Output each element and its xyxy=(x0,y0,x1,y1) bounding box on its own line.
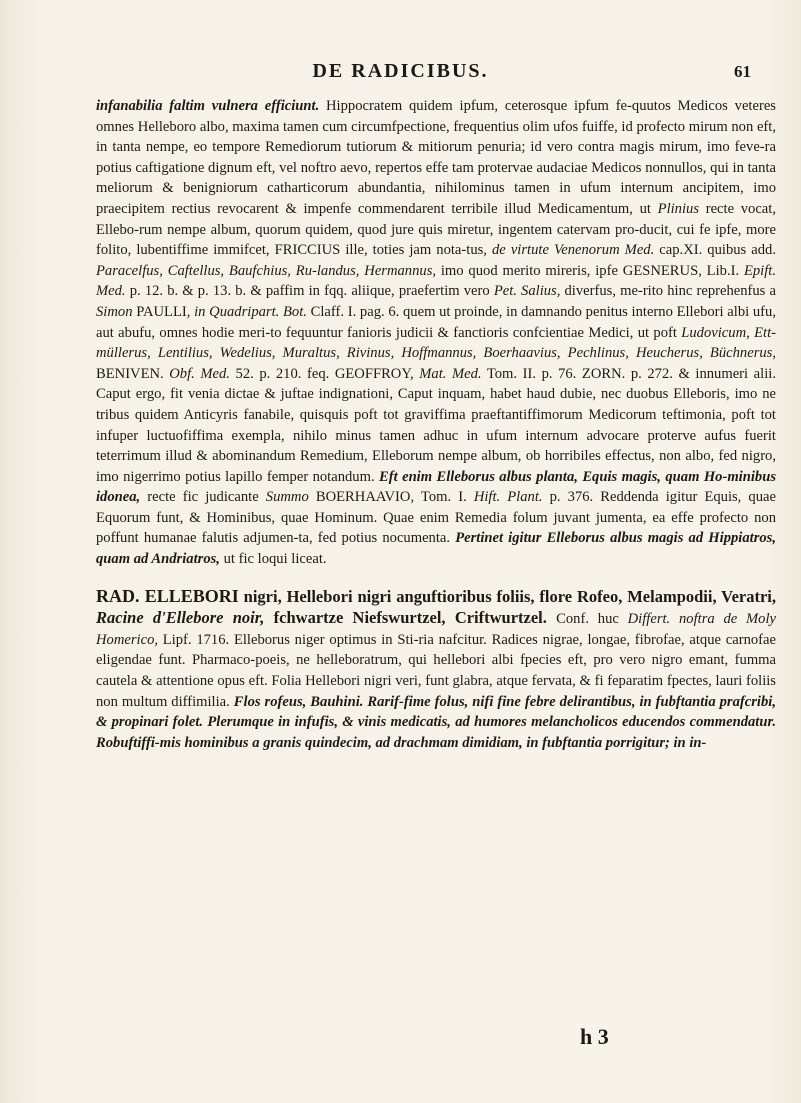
text-run: Flos rofeus, Bauhini. Rarif-fime folus, nifi fine febre delirantibus, in fubftantia prafcribi, & propinari folet. Plerumque in infufis, & vinis medicatis, ad humores melancholicos educendos commendatur. Robuftiffi-mis hominibus a granis quindecim, ad drachmam dimidiam, in fubftantia porrigitur; in in- xyxy=(96,693,776,751)
text-run: infanabilia faltim vulnera efficiunt. xyxy=(96,98,327,114)
text-run: p. 12. b. & p. 13. b. & paffim in fqq. aliique, praefertim vero xyxy=(125,283,494,300)
text-run: Simon xyxy=(96,303,133,320)
text-run: Ludovicum, Ett-müllerus, Lentilius, Wedelius, Muraltus, Rivinus, Hoffmannus, Boerhaavius, Pechlinus, Heucherus, Büchnerus, xyxy=(96,324,776,362)
text-run: Summo xyxy=(265,489,309,506)
text-run: recte fic judicante xyxy=(140,489,266,506)
text-run: Plinius xyxy=(657,200,700,217)
text-run: BOERHAAVIO, Tom. I. xyxy=(308,489,474,506)
body-text xyxy=(96,96,776,753)
running-head xyxy=(0,60,801,90)
text-run: diverfus, me-rito hinc reprehenfus a xyxy=(560,283,776,300)
text-run: Mat. Med. xyxy=(419,365,482,382)
text-run: de virtute Venenorum Med. xyxy=(492,242,655,259)
text-run: fchwartze Niefswurtzel, Criftwurtzel. xyxy=(264,608,557,628)
text-run: Lipf. 1716. Elleborus niger optimus in Sti-ria nafcitur. Radices nigrae, longae, fibrofae, atque carnofae eligendae funt. Pharmaco-poeis, ne helleboratrum, qui hellebori albi fpecies eft, pro vero nigro emant, fumma cautela & attentione opus eft. Folia Hellebori nigri veri, funt glabra, atque fervata, & fi feparatim fpectes, lauri foliis non multum diffimilia. xyxy=(96,631,776,710)
section-label: RAD. ELLEBORI xyxy=(96,585,239,606)
text-run: Obf. Med. xyxy=(169,365,230,382)
text-run: Hippocratem quidem ipfum, ceterosque ipfum fe-quutos Medicos veteres omnes Helleboro albo, maxima tamen cum circumfpectione, frequentius olim ufos fuiffe, id profecto mirum non eft, in tanta nempe, eo tempore Remediorum tutiorum & mitiorum penuria; id vero contra magis mirum, imo feve-ra potius caftigatione dignum eft, vel noftro aevo, repertos effe tam protervae audaciae Medicos nonnullos, qui in tanta meliorum & benigniorum catharticorum abundantia, nihilominus tamen in ufum internum ancipitem, imo praecipitem rectius revocarent & impenfe commendarent terribile illud Medicamentum, ut xyxy=(96,98,776,217)
text-run: Claff. I. pag. 6. quem ut proinde, in damnando penitus interno Ellebori albi ufu, aut abufu, omnes hodie meri-to fequuntur fanioris judicii & fanctioris confcientiae Medici, ut poft xyxy=(96,303,776,341)
paragraph-white-hellebore xyxy=(96,96,776,570)
text-run: ut fic loqui liceat. xyxy=(219,551,327,568)
text-run: PAULLI, xyxy=(132,303,195,320)
text-run: Tom. II. p. 76. ZORN. p. 272. & innumeri alii. Caput ergo, fit venia dictae & juftae indignationi, Caput inquam, habet haud dubie, nec duobus Elleboris, imo ne tribus quidem Anticyris fanabile, quisquis poft tot graviffima praeftantiffimorum Medicorum teftimonia, poft tot infuper luctuofiffima exempla, nihilo minus tamen adhuc in ufum internum advocare proterve aufus fuerit teterrimum illud & abominandum Remedium, Elleborum nempe album, ob horribiles effectus, non albo, fed nigro, imo nigerrimo potius lapillo femper notandum. xyxy=(96,365,776,485)
text-run: Eft enim Elleborus albus planta, Equis magis, quam Ho-minibus idonea, xyxy=(96,468,777,506)
text-run: Pet. Salius, xyxy=(493,283,561,300)
text-run: BENIVEN. xyxy=(96,365,170,382)
text-run: nigri, Hellebori nigri anguftioribus foliis, flore Rofeo, Melampodii, Veratri, xyxy=(238,586,776,606)
text-run: Epift. Med. xyxy=(96,262,776,300)
running-head-title: DE RADICIBUS. xyxy=(312,60,489,82)
paragraph-black-hellebore-root xyxy=(96,586,776,754)
text-run: 52. p. 210. feq. GEOFFROY, xyxy=(229,365,420,382)
text-run: p. 376. Reddenda igitur Equis, quae Equorum funt, & Hominibus, quae Hominum. Quae enim Remedia folum juvant jumenta, ea effe profecto non poffunt humanae falutis adjumen-ta, fed potius nocumenta. xyxy=(96,489,776,547)
text-run: Racine d'Ellebore noir, xyxy=(96,608,265,628)
text-run: Differt. noftra de Moly Homerico, xyxy=(96,611,776,648)
text-run: Conf. huc xyxy=(556,611,628,628)
text-run: Hift. Plant. xyxy=(473,489,543,506)
text-run: in Quadripart. Bot. xyxy=(194,303,307,320)
text-run: Paracelfus, Caftellus, Baufchius, Ru-landus, Hermannus, xyxy=(96,262,437,279)
text-run: cap.XI. quibus add. xyxy=(654,242,776,259)
signature-mark: h 3 xyxy=(580,1024,609,1049)
text-run: Pertinet igitur Elleborus albus magis ad Hippiatros, quam ad Andriatros, xyxy=(96,530,776,568)
page-number: 61 xyxy=(734,62,751,81)
text-run: recte vocat, Ellebo-rum nempe album, quorum quidem, quod jure quis miretur, ingentem catervam pro-ducit, cui fe ipfe, more folito, lubentiffime immifcet, FRICCIUS ille, toties jam nota-tus, xyxy=(96,200,776,259)
text-run: imo quod merito mireris, ipfe GESNERUS, Lib.I. xyxy=(436,262,744,279)
